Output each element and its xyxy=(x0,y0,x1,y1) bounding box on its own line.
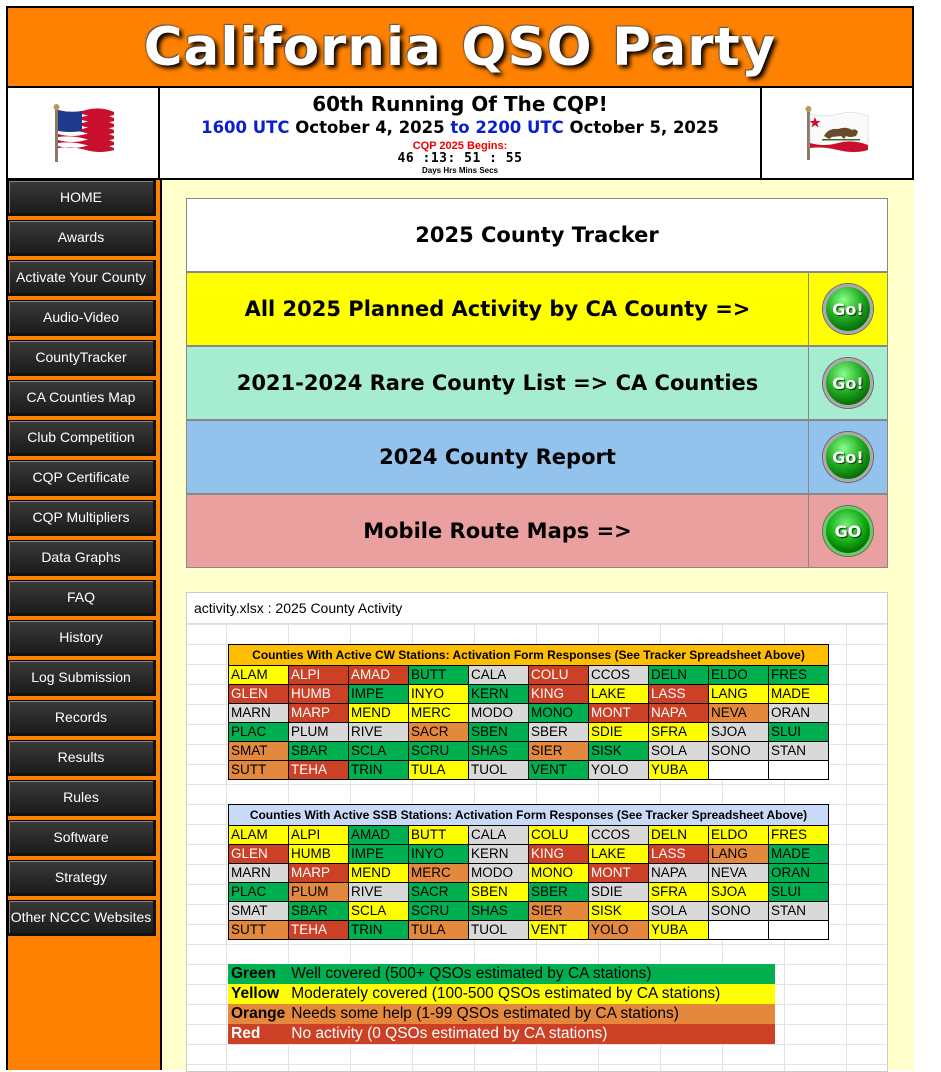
county-cell: MERC xyxy=(409,864,469,883)
nav-item-cqp-multipliers[interactable]: CQP Multipliers xyxy=(8,500,156,536)
county-cell: SMAT xyxy=(229,902,289,921)
county-cell: TUOL xyxy=(469,761,529,780)
county-cell: CCOS xyxy=(589,826,649,845)
tracker-title: 2025 County Tracker xyxy=(415,223,659,247)
start-date: October 4, 2025 xyxy=(295,118,445,137)
county-cell: PLAC xyxy=(229,723,289,742)
county-cell xyxy=(769,761,829,780)
county-row xyxy=(229,685,829,704)
county-cell: MERC xyxy=(409,704,469,723)
county-cell: KERN xyxy=(469,685,529,704)
county-cell xyxy=(709,921,769,940)
county-cell: DELN xyxy=(649,666,709,685)
nav-item-records[interactable]: Records xyxy=(8,700,156,736)
county-cell: MADE xyxy=(769,845,829,864)
event-info xyxy=(160,88,760,178)
spreadsheet-grid xyxy=(187,624,887,1071)
county-cell: TEHA xyxy=(289,761,349,780)
county-cell: SISK xyxy=(589,902,649,921)
county-cell: SUTT xyxy=(229,921,289,940)
county-cell: FRES xyxy=(769,826,829,845)
county-row xyxy=(229,864,829,883)
county-cell: LASS xyxy=(649,685,709,704)
county-cell: YUBA xyxy=(649,921,709,940)
go-button[interactable]: Go! xyxy=(823,432,873,482)
countdown-units: Days Hrs Mins Secs xyxy=(421,166,499,175)
county-cell: ORAN xyxy=(769,704,829,723)
county-cell: SBAR xyxy=(289,902,349,921)
county-cell: AMAD xyxy=(349,826,409,845)
legend-row xyxy=(228,964,775,984)
county-cell: NEVA xyxy=(709,704,769,723)
main-content xyxy=(160,180,914,1070)
nav-item-software[interactable]: Software xyxy=(8,820,156,856)
legend-row xyxy=(228,1024,775,1044)
county-cell: MODO xyxy=(469,864,529,883)
county-cell: BUTT xyxy=(409,666,469,685)
county-cell: KERN xyxy=(469,845,529,864)
county-cell: RIVE xyxy=(349,723,409,742)
county-cell: PLUM xyxy=(289,883,349,902)
nav-item-strategy[interactable]: Strategy xyxy=(8,860,156,896)
county-cell: FRES xyxy=(769,666,829,685)
nav-item-data-graphs[interactable]: Data Graphs xyxy=(8,540,156,576)
nav-item-awards[interactable]: Awards xyxy=(8,220,156,256)
county-cell: SOLA xyxy=(649,902,709,921)
county-cell: SCLA xyxy=(349,742,409,761)
go-button[interactable]: Go! xyxy=(823,284,873,334)
county-cell: IMPE xyxy=(349,845,409,864)
county-cell: HUMB xyxy=(289,845,349,864)
tracker-title-row xyxy=(187,199,887,272)
nav-item-cqp-certificate[interactable]: CQP Certificate xyxy=(8,460,156,496)
nav-item-ca-counties-map[interactable]: CA Counties Map xyxy=(8,380,156,416)
county-cell: MADE xyxy=(769,685,829,704)
county-cell: MEND xyxy=(349,704,409,723)
ssb-table-header: Counties With Active SSB Stations: Activation Form Responses (See Tracker Spreadsheet Above) xyxy=(229,805,829,826)
county-cell: ALPI xyxy=(289,666,349,685)
nav-item-audio-video[interactable]: Audio-Video xyxy=(8,300,156,336)
nav-item-countytracker[interactable]: CountyTracker xyxy=(8,340,156,376)
county-row xyxy=(229,921,829,940)
ssb-activity-table xyxy=(228,804,829,940)
begins-label: CQP 2025 Begins: xyxy=(412,140,508,152)
county-cell: SISK xyxy=(589,742,649,761)
county-cell: COLU xyxy=(529,826,589,845)
nav-item-activate-your-county[interactable]: Activate Your County xyxy=(8,260,156,296)
cw-activity-table xyxy=(228,644,829,780)
county-cell: YUBA xyxy=(649,761,709,780)
county-cell: SOLA xyxy=(649,742,709,761)
us-flag-icon xyxy=(52,104,114,162)
nav-item-history[interactable]: History xyxy=(8,620,156,656)
county-cell: MARP xyxy=(289,704,349,723)
county-cell: SBAR xyxy=(289,742,349,761)
county-cell: MARN xyxy=(229,864,289,883)
county-cell: PLUM xyxy=(289,723,349,742)
county-cell: SJOA xyxy=(709,883,769,902)
county-cell: SLUI xyxy=(769,883,829,902)
event-header xyxy=(8,88,912,180)
site-banner xyxy=(8,8,912,88)
go-cell xyxy=(808,495,887,567)
left-flag-cell xyxy=(8,88,160,178)
activity-spreadsheet xyxy=(186,592,888,1072)
county-cell: ALPI xyxy=(289,826,349,845)
legend-text: Well covered (500+ QSOs estimated by CA stations) xyxy=(291,965,652,982)
county-cell: COLU xyxy=(529,666,589,685)
county-cell: IMPE xyxy=(349,685,409,704)
county-cell: MODO xyxy=(469,704,529,723)
county-cell: SBER xyxy=(529,723,589,742)
county-cell: TRIN xyxy=(349,761,409,780)
county-cell: LAKE xyxy=(589,845,649,864)
county-cell: SIER xyxy=(529,742,589,761)
county-cell: TUOL xyxy=(469,921,529,940)
nav-item-rules[interactable]: Rules xyxy=(8,780,156,816)
county-cell: LANG xyxy=(709,685,769,704)
county-cell: GLEN xyxy=(229,845,289,864)
county-row xyxy=(229,902,829,921)
county-cell: SFRA xyxy=(649,723,709,742)
county-cell xyxy=(709,761,769,780)
county-cell: AMAD xyxy=(349,666,409,685)
county-cell: SLUI xyxy=(769,723,829,742)
nav-item-club-competition[interactable]: Club Competition xyxy=(8,420,156,456)
county-cell: ORAN xyxy=(769,864,829,883)
legend-text: No activity (0 QSOs estimated by CA stations) xyxy=(291,1025,608,1042)
start-utc: 1600 UTC xyxy=(201,118,290,137)
county-cell: SCLA xyxy=(349,902,409,921)
county-cell: MONO xyxy=(529,864,589,883)
county-cell: NAPA xyxy=(649,704,709,723)
nav-item-faq[interactable]: FAQ xyxy=(8,580,156,616)
county-cell: TULA xyxy=(409,761,469,780)
right-flag-cell xyxy=(760,88,912,178)
county-cell: SHAS xyxy=(469,742,529,761)
county-cell: STAN xyxy=(769,902,829,921)
county-cell: INYO xyxy=(409,685,469,704)
county-row xyxy=(229,826,829,845)
county-cell: SIER xyxy=(529,902,589,921)
legend-key: Green xyxy=(231,965,276,982)
county-cell: SJOA xyxy=(709,723,769,742)
activity-legend xyxy=(228,964,775,1044)
end-utc: 2200 UTC xyxy=(475,118,564,137)
go-button[interactable]: GO xyxy=(823,506,873,556)
county-cell: NAPA xyxy=(649,864,709,883)
county-cell xyxy=(769,921,829,940)
county-cell: TRIN xyxy=(349,921,409,940)
legend-row xyxy=(228,984,775,1004)
county-row xyxy=(229,666,829,685)
county-cell: ELDO xyxy=(709,666,769,685)
county-cell: SDIE xyxy=(589,883,649,902)
county-cell: YOLO xyxy=(589,921,649,940)
county-tracker-table xyxy=(186,198,888,568)
county-cell: PLAC xyxy=(229,883,289,902)
county-cell: GLEN xyxy=(229,685,289,704)
county-cell: SHAS xyxy=(469,902,529,921)
legend-row xyxy=(228,1004,775,1024)
spreadsheet-title: activity.xlsx : 2025 County Activity xyxy=(187,593,887,624)
county-row xyxy=(229,704,829,723)
county-cell: RIVE xyxy=(349,883,409,902)
county-cell: ALAM xyxy=(229,666,289,685)
county-cell: NEVA xyxy=(709,864,769,883)
nav-item-results[interactable]: Results xyxy=(8,740,156,776)
sidebar-nav xyxy=(8,180,158,940)
county-cell: KING xyxy=(529,685,589,704)
county-cell: MEND xyxy=(349,864,409,883)
county-cell: SBER xyxy=(529,883,589,902)
county-row xyxy=(229,723,829,742)
tracker-row xyxy=(187,494,887,567)
county-cell: MARP xyxy=(289,864,349,883)
nav-item-log-submission[interactable]: Log Submission xyxy=(8,660,156,696)
county-cell: MONT xyxy=(589,704,649,723)
site-title: California QSO Party xyxy=(143,16,777,78)
county-cell: VENT xyxy=(529,921,589,940)
county-cell: TEHA xyxy=(289,921,349,940)
go-cell xyxy=(808,273,887,345)
page-frame xyxy=(6,6,914,1070)
county-row xyxy=(229,845,829,864)
county-row xyxy=(229,742,829,761)
county-cell: SBEN xyxy=(469,723,529,742)
county-cell: SDIE xyxy=(589,723,649,742)
tracker-link[interactable]: 2024 County Report xyxy=(379,445,616,469)
event-dates xyxy=(160,118,760,137)
county-cell: KING xyxy=(529,845,589,864)
tracker-row xyxy=(187,346,887,420)
county-row xyxy=(229,761,829,780)
county-cell: TULA xyxy=(409,921,469,940)
county-cell: SONO xyxy=(709,742,769,761)
countdown: 46 :13: 51 : 55 xyxy=(397,151,523,166)
county-cell: LANG xyxy=(709,845,769,864)
nav-item-other-nccc-websites[interactable]: Other NCCC Websites xyxy=(8,900,156,936)
tracker-row xyxy=(187,272,887,346)
county-cell: YOLO xyxy=(589,761,649,780)
county-cell: ALAM xyxy=(229,826,289,845)
county-row xyxy=(229,883,829,902)
county-cell: LAKE xyxy=(589,685,649,704)
to-word: to xyxy=(450,118,470,137)
county-cell: LASS xyxy=(649,845,709,864)
county-cell: HUMB xyxy=(289,685,349,704)
go-button[interactable]: Go! xyxy=(823,358,873,408)
nav-item-home[interactable]: HOME xyxy=(8,180,156,216)
california-flag-icon xyxy=(804,106,870,160)
county-cell: CALA xyxy=(469,826,529,845)
go-cell xyxy=(808,347,887,419)
cw-table-header: Counties With Active CW Stations: Activation Form Responses (See Tracker Spreadsheet Above) xyxy=(229,645,829,666)
county-cell: SMAT xyxy=(229,742,289,761)
county-cell: CALA xyxy=(469,666,529,685)
county-cell: SONO xyxy=(709,902,769,921)
county-cell: MONO xyxy=(529,704,589,723)
tracker-link[interactable]: Mobile Route Maps => xyxy=(363,519,632,543)
county-cell: MONT xyxy=(589,864,649,883)
county-cell: SCRU xyxy=(409,742,469,761)
legend-text: Needs some help (1-99 QSOs estimated by CA stations) xyxy=(291,1005,679,1022)
county-cell: MARN xyxy=(229,704,289,723)
county-cell: SBEN xyxy=(469,883,529,902)
county-cell: SUTT xyxy=(229,761,289,780)
tracker-row xyxy=(187,420,887,494)
county-cell: SACR xyxy=(409,883,469,902)
go-cell xyxy=(808,421,887,493)
county-cell: STAN xyxy=(769,742,829,761)
legend-key: Orange xyxy=(231,1005,286,1022)
county-cell: DELN xyxy=(649,826,709,845)
county-cell: CCOS xyxy=(589,666,649,685)
end-date: October 5, 2025 xyxy=(569,118,719,137)
county-cell: SFRA xyxy=(649,883,709,902)
county-cell: INYO xyxy=(409,845,469,864)
legend-text: Moderately covered (100-500 QSOs estimated by CA stations) xyxy=(291,985,721,1002)
county-cell: VENT xyxy=(529,761,589,780)
tracker-link[interactable]: 2021-2024 Rare County List => CA Counties xyxy=(236,371,759,395)
legend-key: Yellow xyxy=(231,985,280,1002)
county-cell: SACR xyxy=(409,723,469,742)
county-cell: SCRU xyxy=(409,902,469,921)
running-title: 60th Running Of The CQP! xyxy=(312,92,608,116)
county-cell: BUTT xyxy=(409,826,469,845)
legend-key: Red xyxy=(231,1025,261,1042)
tracker-link[interactable]: All 2025 Planned Activity by CA County => xyxy=(244,297,751,321)
county-cell: ELDO xyxy=(709,826,769,845)
